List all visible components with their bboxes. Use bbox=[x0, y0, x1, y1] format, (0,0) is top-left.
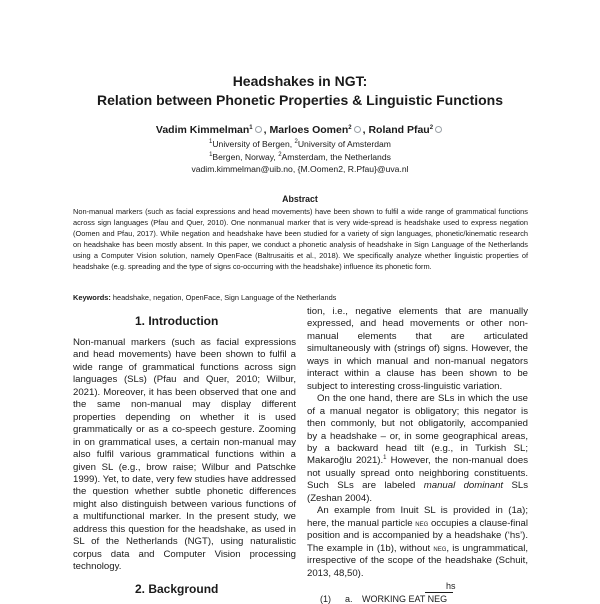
paragraph: On the one hand, there are SLs in which the use of a manual negator is obligatory; this negator is then commonly, but not obligatorily, accompanied by a headshake – or, in some geographical areas, by a backward head tilt (e.g., in Turkish SL; Makaroğlu 2021).$^1$ However, the non-manual does not usually spread onto neighboring constituents. Such SLs are labeled manual dominant SLs (Zeshan 2004). bbox=[307, 393, 528, 504]
paragraph: An example from Inuit SL is provided in (1a); here, the manual particle neg occupies a clause-final position and is accompanied by a headshake (‘hs’). The example in (1b), without neg, is ungrammatical, irrespective of the scope of the headshake (Schuit, 2013, 48,50). bbox=[307, 505, 529, 579]
example-letter: a. bbox=[345, 594, 353, 604]
affiliation-line-1: $^1$University of Bergen, $^2$University of Amsterdam bbox=[209, 139, 391, 149]
paper-title-line2: Relation between Phonetic Properties & Linguistic Functions bbox=[96, 92, 504, 108]
orcid-icon[interactable] bbox=[354, 126, 361, 133]
section-heading-background: 2. Background bbox=[135, 582, 219, 596]
paragraph: Non-manual markers (such as facial expressions and head movements) have been shown to fulfil a wide range of grammatical functions across sign languages (SLs) (Pfau and Quer, 2010; Wilbur, 2021). Moreover, it has been observed that one and the same non-manual may display different properties depending on whether it is used grammatically or as a co-speech gesture. Zooming in on grammatical uses, a certain non-manual may also fulfil various grammatical functions within a given SL (e.g., brow raise; Wilbur and Patschke 1999). Yet, to date, very few studies have addressed the question whether subtle phonetic differences might also distinguish between various functions of a multifunctional marker. In the present study, we address this question for the headshake, as used in SL of the Netherlands (NGT), using naturalistic corpus data and Computer Vision processing technology. bbox=[73, 337, 296, 573]
section-heading-introduction: 1. Introduction bbox=[135, 314, 219, 328]
affiliation-line-2: $^1$Bergen, Norway, $^2$Amsterdam, the Netherlands bbox=[209, 152, 391, 162]
orcid-icon[interactable] bbox=[435, 126, 442, 133]
keywords-label: Keywords: bbox=[73, 293, 111, 302]
paragraph: tion, i.e., negative elements that are manually expressed, and head movements or other non-manual elements that are articulated simultaneously with (strings of) signs. However, the ways in which manual and non-manual negators interact within a clause has been shown to be subject to interesting cross-linguistic variation. bbox=[307, 306, 528, 392]
author-name: Roland Pfau bbox=[368, 124, 430, 136]
orcid-icon[interactable] bbox=[255, 126, 262, 133]
paper-title-line1: Headshakes in NGT: bbox=[232, 73, 368, 89]
keywords-text: headshake, negation, OpenFace, Sign Language of the Netherlands bbox=[110, 293, 337, 302]
headshake-scope-line bbox=[425, 592, 453, 593]
author-emails[interactable]: vadim.kimmelman@uib.no, {M.Oomen2, R.Pfau}@uva.nl bbox=[191, 164, 409, 174]
author-name: Vadim Kimmelman bbox=[155, 124, 250, 136]
author-list: Vadim Kimmelman$^1$ , Marloes Oomen$^2$ , Roland Pfau$^2$ bbox=[0, 124, 600, 136]
example-number: (1) bbox=[320, 594, 331, 604]
example-headshake-label: hs bbox=[446, 581, 456, 591]
abstract-heading: Abstract bbox=[282, 194, 318, 204]
keywords bbox=[73, 293, 528, 303]
example-gloss: WORKING EAT NEG bbox=[362, 594, 448, 604]
right-column-body bbox=[307, 306, 528, 580]
introduction-body bbox=[73, 337, 296, 574]
abstract-text: Non-manual markers (such as facial expressions and head movements) have been shown to fulfil a wide range of grammatical functions across sign languages (Pfau and Quer, 2010). One nonmanual marker that is very wide-spread is headshake used to express negation (Oomen and Pfau, 2017). While negation and headshake have been studied for a variety of sign languages, phonetic/kinematic research on headshake has been mostly absent. In this paper, we conduct a phonetic analysis of headshake in Sign Language of the Netherlands using a Computer Vision solution, namely OpenFace (Baltrusaitis et al., 2018). We specifically analyze whether linguistic properties of headshake (e.g. spreading and the type of signs co-occurring with the headshake) influence its phonetic form. bbox=[73, 207, 528, 271]
author-name: Marloes Oomen bbox=[269, 124, 349, 136]
